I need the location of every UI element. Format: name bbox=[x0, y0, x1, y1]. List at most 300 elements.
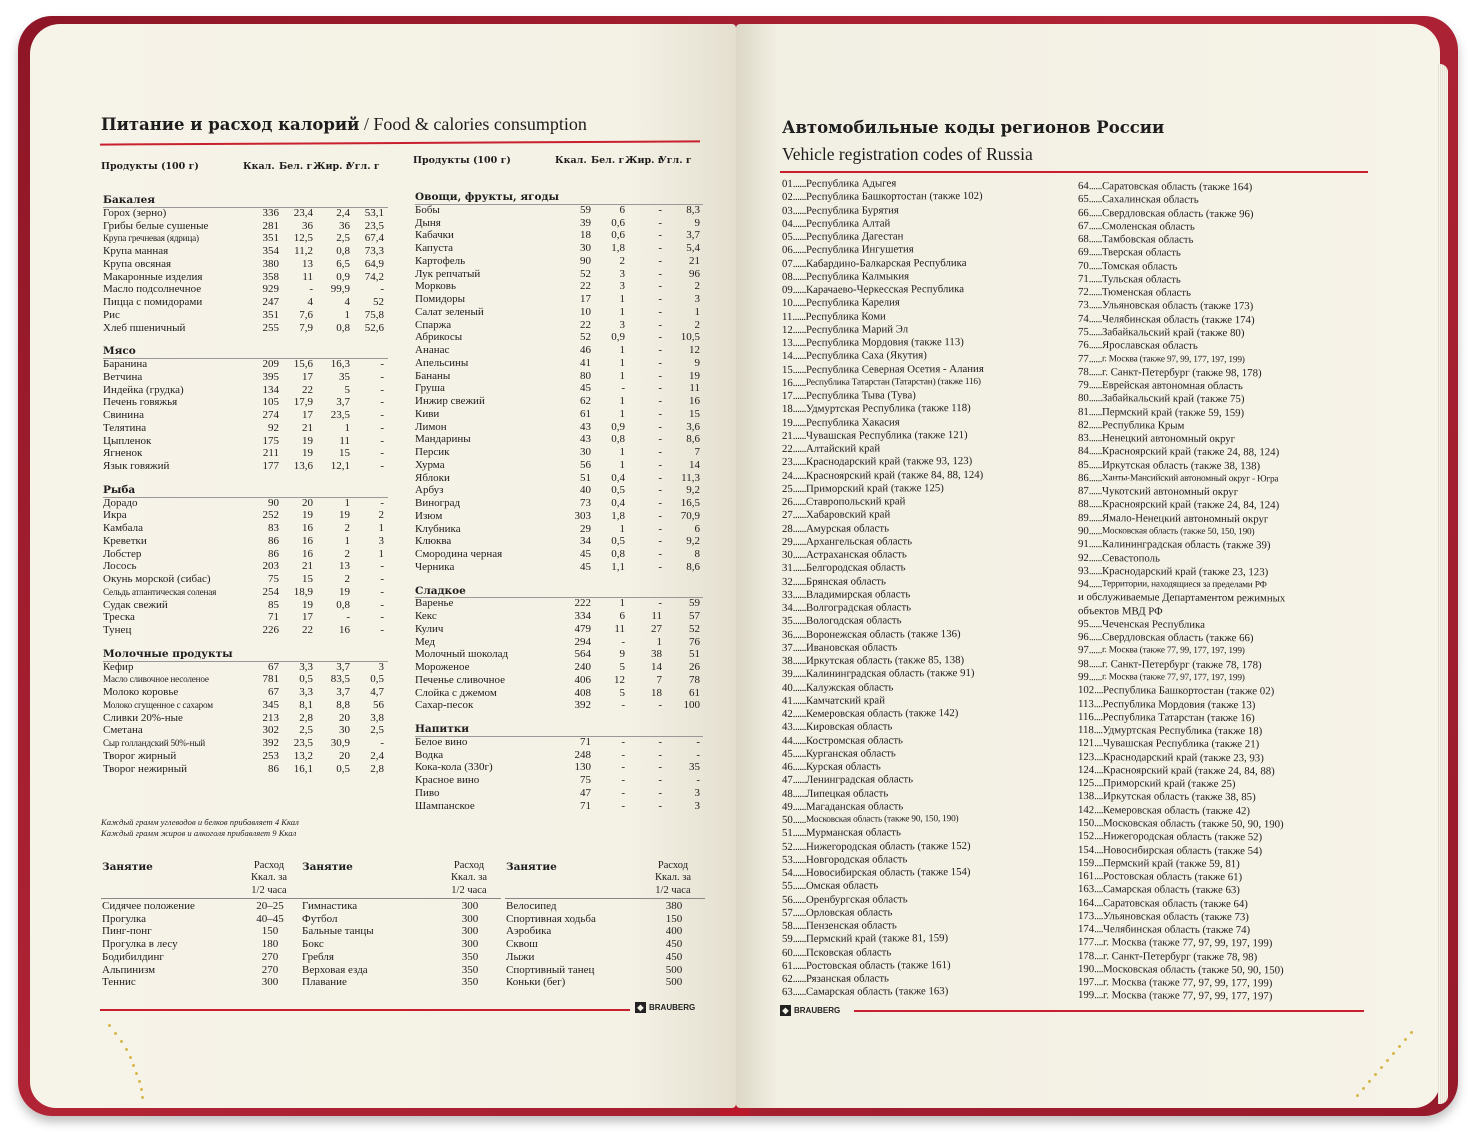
food-value: 1,1 bbox=[611, 560, 625, 573]
activity-row bbox=[302, 913, 500, 926]
leader-dots: ...... bbox=[1088, 657, 1103, 670]
leader-dots: ...... bbox=[792, 972, 807, 985]
leader-dots: .... bbox=[1094, 684, 1104, 697]
activity-kcal: 150 bbox=[665, 912, 683, 925]
food-value: 83,5 bbox=[330, 673, 350, 686]
leader-dots: ...... bbox=[1088, 299, 1103, 312]
leader-dots: ...... bbox=[1088, 445, 1103, 458]
region-code-number: 174 bbox=[1077, 923, 1095, 936]
food-value: - bbox=[380, 370, 384, 383]
col-header-fat: Жир. г bbox=[313, 161, 352, 172]
region-name: Республика Алтай bbox=[805, 217, 891, 230]
food-value: 99,9 bbox=[330, 283, 350, 296]
region-code-number: 102 bbox=[1077, 684, 1095, 697]
leader-dots: ...... bbox=[792, 442, 807, 455]
food-name: Черника bbox=[415, 560, 455, 573]
stitch-dot bbox=[1386, 1059, 1389, 1062]
food-value: 85 bbox=[268, 598, 279, 611]
food-value: - bbox=[621, 786, 625, 799]
region-code-number: 29 bbox=[781, 535, 793, 548]
food-value: 240 bbox=[574, 661, 591, 674]
food-row bbox=[415, 787, 700, 800]
food-value: - bbox=[658, 597, 662, 610]
activity-kcal: 150 bbox=[261, 925, 279, 938]
region-name: Ханты-Мансийский автономный округ - Югра bbox=[1101, 473, 1279, 485]
region-code-number: 24 bbox=[781, 469, 793, 482]
region-code-number: 72 bbox=[1077, 286, 1089, 299]
food-value: 3 bbox=[619, 318, 625, 331]
leader-dots: ...... bbox=[792, 893, 807, 906]
region-code-row bbox=[1078, 658, 1262, 672]
food-value: 71 bbox=[580, 735, 591, 748]
region-name: Московская область (также 50, 90, 150) bbox=[1102, 963, 1284, 977]
region-code-row bbox=[782, 866, 971, 880]
region-code-row bbox=[1078, 353, 1245, 367]
region-name: Архангельская область bbox=[805, 535, 913, 548]
region-name: Республика Татарстан (также 16) bbox=[1102, 710, 1255, 725]
food-value: 18 bbox=[580, 229, 591, 242]
region-name: Республика Тыва (Тува) bbox=[805, 389, 916, 402]
region-code-number: 75 bbox=[1077, 325, 1089, 339]
food-value: - bbox=[621, 748, 625, 761]
region-name: Алтайский край bbox=[805, 442, 881, 455]
leader-dots: ...... bbox=[792, 827, 807, 840]
activity-kcal: 300 bbox=[261, 976, 279, 989]
food-row bbox=[103, 220, 384, 233]
food-value: 0,9 bbox=[611, 420, 625, 433]
food-row bbox=[415, 736, 700, 749]
region-code-number: 82 bbox=[1077, 418, 1089, 431]
region-name: Липецкая область bbox=[805, 786, 889, 800]
food-row bbox=[415, 597, 700, 610]
food-value: - bbox=[380, 573, 384, 586]
region-name: Волгоградская область bbox=[805, 601, 912, 614]
food-name: Слойка с джемом bbox=[415, 686, 497, 699]
region-name: Нижегородская область (также 152) bbox=[805, 839, 971, 853]
food-value: - bbox=[380, 283, 384, 296]
food-value: 406 bbox=[574, 673, 591, 686]
activity-kcal: 300 bbox=[461, 938, 479, 951]
leader-dots: .... bbox=[1094, 963, 1104, 976]
activity-kcal: 270 bbox=[261, 963, 279, 976]
food-value: - bbox=[658, 395, 662, 408]
region-name: Республика Саха (Якутия) bbox=[805, 349, 927, 363]
leader-dots: ...... bbox=[1088, 564, 1103, 577]
region-code-row bbox=[782, 628, 961, 642]
region-code-row bbox=[782, 562, 906, 576]
food-value: 83 bbox=[268, 522, 279, 535]
leader-dots: ...... bbox=[792, 336, 807, 349]
activity-header-cost: Ккал. за bbox=[251, 872, 287, 884]
region-code-row bbox=[1078, 326, 1245, 340]
food-name: Цыпленок bbox=[103, 434, 152, 447]
region-name: Воронежская область (также 136) bbox=[805, 627, 961, 641]
food-value: 19 bbox=[302, 598, 313, 611]
food-row bbox=[103, 258, 384, 271]
food-value: - bbox=[380, 598, 384, 611]
activity-row bbox=[506, 964, 704, 977]
region-code-row bbox=[1078, 698, 1256, 712]
food-value: 4,7 bbox=[370, 686, 384, 699]
leader-dots: ...... bbox=[792, 813, 807, 826]
food-value: - bbox=[621, 699, 625, 712]
col-header-protein: Бел. г bbox=[591, 155, 625, 166]
stitch-dot bbox=[141, 1096, 144, 1099]
activity-kcal: 400 bbox=[665, 925, 683, 938]
region-code-row bbox=[782, 522, 889, 536]
food-value: 56 bbox=[373, 698, 384, 711]
food-value: 1 bbox=[619, 407, 625, 420]
region-code-row bbox=[782, 177, 896, 191]
region-code-row bbox=[782, 509, 890, 523]
food-value: 213 bbox=[262, 711, 279, 724]
food-value: 3 bbox=[619, 280, 625, 293]
leader-dots: ...... bbox=[1088, 432, 1103, 445]
food-name: Пицца с помидорами bbox=[103, 296, 203, 309]
region-code-number: 28 bbox=[781, 522, 793, 535]
region-name: Республика Татарстан (Татарстан) (также 116) bbox=[805, 376, 981, 388]
food-value: 0,6 bbox=[611, 216, 625, 229]
region-name: Республика Дагестан bbox=[805, 230, 904, 243]
food-value: 175 bbox=[262, 434, 279, 447]
region-name: Иркутская область (также 38, 85) bbox=[1102, 790, 1256, 804]
leader-dots: ...... bbox=[792, 482, 807, 495]
food-name: Ветчина bbox=[103, 370, 143, 383]
food-row bbox=[415, 280, 700, 293]
food-value: 52 bbox=[689, 622, 700, 635]
food-value: 7 bbox=[694, 446, 700, 459]
food-value: - bbox=[658, 293, 662, 306]
food-value: 21 bbox=[689, 254, 700, 267]
region-code-row bbox=[782, 946, 891, 960]
food-value: 45 bbox=[580, 382, 591, 395]
food-value: 1 bbox=[619, 344, 625, 357]
food-row bbox=[103, 724, 384, 737]
food-value: - bbox=[658, 407, 662, 420]
food-row bbox=[415, 636, 700, 649]
activity-row bbox=[506, 900, 704, 913]
brand-mark-icon: ◆ bbox=[780, 1005, 791, 1016]
region-name: Саратовская область (также 164) bbox=[1101, 180, 1253, 194]
activity-name: Сидячее положение bbox=[102, 900, 195, 912]
region-name: Республика Калмыкия bbox=[805, 270, 910, 283]
food-value: 392 bbox=[574, 699, 591, 712]
food-value: 354 bbox=[262, 245, 279, 258]
region-code-number: 63 bbox=[781, 986, 793, 999]
leader-dots: ...... bbox=[792, 509, 807, 522]
food-row bbox=[415, 433, 700, 446]
region-code-number: 60 bbox=[781, 946, 793, 959]
region-name: Республика Бурятия bbox=[805, 203, 899, 217]
region-code-row bbox=[1078, 830, 1262, 844]
codes-title-rule bbox=[780, 171, 1368, 173]
region-code-row bbox=[782, 641, 897, 655]
food-name: Язык говяжий bbox=[103, 460, 170, 473]
leader-dots: .... bbox=[1094, 936, 1104, 949]
food-value: 22 bbox=[580, 280, 591, 293]
activity-name: Гребля bbox=[302, 950, 334, 963]
region-name: Хабаровский край bbox=[805, 508, 891, 522]
region-name: Пермский край (также 81, 159) bbox=[805, 932, 949, 946]
food-value: 5,4 bbox=[686, 242, 700, 255]
food-name: Кока-кола (330г) bbox=[415, 761, 493, 774]
activity-row bbox=[506, 913, 704, 926]
region-name: Саратовская область (также 64) bbox=[1102, 896, 1248, 910]
leader-dots: ...... bbox=[792, 363, 807, 376]
food-row bbox=[103, 396, 384, 409]
region-code-row bbox=[782, 376, 981, 390]
food-value: 1 bbox=[344, 496, 350, 509]
region-name: Тверская область bbox=[1101, 246, 1181, 260]
region-name: Чувашская Республика (также 21) bbox=[1102, 737, 1260, 751]
region-code-number: 10 bbox=[781, 297, 793, 310]
food-row bbox=[103, 611, 384, 624]
right-page bbox=[736, 24, 1440, 1108]
leader-dots: ...... bbox=[792, 389, 807, 402]
food-row bbox=[415, 293, 700, 306]
food-name: Мандарины bbox=[415, 433, 471, 446]
region-code-number: 98 bbox=[1077, 657, 1089, 670]
activity-name: Бокс bbox=[302, 938, 324, 951]
region-code-number: 47 bbox=[781, 774, 793, 787]
region-code-row bbox=[782, 681, 894, 695]
food-value: - bbox=[380, 560, 384, 573]
leader-dots: ...... bbox=[1088, 286, 1103, 299]
food-value: - bbox=[309, 283, 313, 296]
leader-dots: ...... bbox=[1088, 379, 1103, 392]
region-code-number: 65 bbox=[1077, 193, 1089, 206]
activity-kcal: 500 bbox=[665, 976, 683, 989]
leader-dots: ...... bbox=[792, 774, 807, 787]
food-value: 35 bbox=[339, 370, 350, 383]
leader-dots: ...... bbox=[792, 628, 807, 641]
activity-rule bbox=[101, 898, 301, 899]
region-code-row bbox=[1078, 538, 1271, 553]
food-row bbox=[415, 229, 700, 242]
leader-dots: .... bbox=[1094, 883, 1104, 896]
region-name: Ульяновская область (также 173) bbox=[1101, 299, 1254, 313]
food-name: Спаржа bbox=[415, 318, 452, 331]
leader-dots: ...... bbox=[792, 323, 807, 336]
region-code-row bbox=[1078, 260, 1177, 274]
region-code-number: 77 bbox=[1077, 352, 1089, 365]
food-value: 67 bbox=[268, 660, 279, 673]
bottom-rule-right bbox=[854, 1010, 1364, 1012]
region-code-row bbox=[1078, 910, 1249, 924]
region-code-row bbox=[1078, 897, 1248, 911]
food-value: 1 bbox=[694, 305, 700, 318]
food-row bbox=[415, 472, 700, 485]
food-value: 51 bbox=[689, 648, 700, 661]
leader-dots: .... bbox=[1094, 817, 1104, 830]
food-value: 22 bbox=[302, 624, 313, 637]
food-name: Апельсины bbox=[415, 356, 469, 369]
food-name: Творог жирный bbox=[103, 749, 177, 762]
region-code-number: 125 bbox=[1077, 777, 1095, 790]
food-name: Окунь морской (сибас) bbox=[103, 573, 211, 586]
food-row bbox=[103, 435, 384, 448]
food-value: 11 bbox=[339, 434, 350, 447]
leader-dots: ...... bbox=[792, 177, 807, 190]
food-value: 8,3 bbox=[686, 203, 700, 216]
region-code-row bbox=[1078, 445, 1279, 460]
region-code-number: 92 bbox=[1077, 551, 1089, 564]
activity-header-cost: Ккал. за bbox=[451, 872, 487, 884]
region-code-row bbox=[782, 244, 914, 258]
food-value: 11 bbox=[651, 610, 662, 623]
activity-name: Альпинизм bbox=[102, 963, 156, 976]
food-row bbox=[103, 232, 384, 245]
region-name: Московская область (также 90, 150, 190) bbox=[805, 814, 959, 825]
food-value: - bbox=[658, 369, 662, 382]
region-code-number: 164 bbox=[1077, 896, 1095, 909]
region-name: Калужская область bbox=[805, 680, 894, 694]
food-name: Бобы bbox=[415, 203, 440, 216]
region-code-number: 64 bbox=[1077, 180, 1089, 193]
food-value: 274 bbox=[262, 409, 279, 422]
category-heading: Напитки bbox=[415, 723, 470, 736]
region-code-number: 06 bbox=[781, 244, 793, 257]
leader-dots: ...... bbox=[1088, 339, 1103, 352]
food-value: 1,8 bbox=[611, 509, 625, 522]
leader-dots: ...... bbox=[792, 588, 807, 601]
food-row bbox=[103, 560, 384, 573]
food-value: 16 bbox=[302, 522, 313, 535]
food-value: 479 bbox=[574, 622, 591, 635]
leader-dots: ...... bbox=[792, 641, 807, 654]
food-value: 52,6 bbox=[364, 321, 384, 334]
stitch-dot bbox=[132, 1064, 135, 1067]
food-value: 17 bbox=[302, 370, 313, 383]
region-code-row bbox=[1078, 273, 1181, 287]
region-code-number: 78 bbox=[1077, 365, 1089, 378]
food-value: 1 bbox=[619, 369, 625, 382]
region-code-row bbox=[782, 535, 912, 549]
region-name: Новгородская область bbox=[805, 853, 908, 866]
food-value: 43 bbox=[580, 433, 591, 446]
activity-name: Прогулка в лесу bbox=[102, 938, 178, 951]
brand-mark-icon: ◆ bbox=[635, 1002, 646, 1013]
food-value: - bbox=[380, 611, 384, 624]
stitch-dot bbox=[1362, 1087, 1365, 1090]
food-value: - bbox=[658, 420, 662, 433]
food-row bbox=[415, 761, 700, 774]
region-name: Республика Северная Осетия - Алания bbox=[805, 362, 984, 376]
food-value: 18 bbox=[651, 686, 662, 699]
region-code-number: 91 bbox=[1077, 538, 1089, 551]
activity-kcal: 450 bbox=[665, 938, 683, 951]
region-code-number: 01 bbox=[781, 177, 793, 190]
food-value: 22 bbox=[580, 318, 591, 331]
region-code-row bbox=[1078, 339, 1198, 353]
food-value: 38 bbox=[651, 648, 662, 661]
page-edges bbox=[1438, 64, 1448, 1104]
food-value: 80 bbox=[580, 369, 591, 382]
region-name: Забайкальский край (также 75) bbox=[1101, 392, 1245, 406]
food-value: 36 bbox=[339, 219, 350, 232]
food-value: 3,7 bbox=[336, 686, 350, 699]
food-name: Персик bbox=[415, 446, 450, 459]
activity-row bbox=[302, 951, 500, 964]
brand-logo-left bbox=[635, 1002, 695, 1013]
food-row bbox=[103, 497, 384, 510]
region-name: Омская область bbox=[805, 879, 879, 893]
food-value: - bbox=[380, 737, 384, 750]
leader-dots: ...... bbox=[1088, 246, 1103, 259]
food-value: - bbox=[380, 434, 384, 447]
region-name: Красноярский край (также 24, 84, 88) bbox=[1102, 764, 1275, 778]
food-row bbox=[103, 283, 384, 296]
food-value: 248 bbox=[574, 748, 591, 761]
food-value: 3 bbox=[694, 786, 700, 799]
region-name: Калининградская область (также 91) bbox=[805, 667, 975, 681]
food-value: - bbox=[696, 735, 700, 748]
region-code-number: 03 bbox=[781, 204, 793, 217]
region-code-number: 97 bbox=[1077, 644, 1089, 657]
food-value: 90 bbox=[580, 254, 591, 267]
food-name: Лобстер bbox=[103, 547, 142, 560]
region-code-number: 84 bbox=[1077, 445, 1089, 458]
food-value: 1 bbox=[344, 421, 350, 434]
activity-row bbox=[102, 900, 300, 913]
region-code-row bbox=[782, 217, 890, 231]
food-name: Бананы bbox=[415, 369, 451, 382]
food-value: 16,1 bbox=[293, 762, 313, 775]
region-code-row bbox=[1078, 883, 1240, 897]
region-code-row bbox=[782, 455, 972, 469]
leader-dots: ...... bbox=[1088, 485, 1103, 498]
food-value: 2,5 bbox=[299, 724, 313, 737]
food-row bbox=[415, 535, 700, 548]
region-code-number: 14 bbox=[781, 350, 793, 363]
food-value: 3 bbox=[378, 534, 384, 547]
food-name: Кабачки bbox=[415, 229, 454, 242]
region-code-row bbox=[782, 257, 967, 271]
region-code-number: 152 bbox=[1077, 830, 1095, 843]
region-code-number: 51 bbox=[781, 827, 793, 840]
food-row bbox=[103, 737, 384, 750]
region-code-number: 118 bbox=[1077, 724, 1094, 737]
region-name: Московская область (также 50, 90, 190) bbox=[1102, 817, 1284, 831]
activity-kcal: 300 bbox=[461, 912, 479, 925]
region-code-row bbox=[782, 893, 908, 907]
food-value: 52 bbox=[373, 296, 384, 309]
food-row bbox=[415, 610, 700, 623]
leader-dots: .... bbox=[1094, 843, 1104, 856]
region-code-row bbox=[1078, 644, 1245, 658]
region-code-row bbox=[782, 667, 975, 681]
food-value: - bbox=[658, 458, 662, 471]
region-code-number: 21 bbox=[781, 429, 793, 442]
food-value: 64,9 bbox=[364, 257, 384, 270]
food-name: Белое вино bbox=[415, 735, 468, 748]
food-value: - bbox=[658, 356, 662, 369]
region-name: Белгородская область bbox=[805, 561, 906, 575]
food-row bbox=[415, 687, 700, 700]
leader-dots: ...... bbox=[792, 707, 807, 720]
region-name: Севастополь bbox=[1101, 551, 1161, 565]
leader-dots: ...... bbox=[792, 747, 807, 760]
food-value: 22 bbox=[302, 383, 313, 396]
food-name: Треска bbox=[103, 611, 135, 624]
food-value: - bbox=[658, 471, 662, 484]
leader-dots: ...... bbox=[792, 257, 807, 270]
food-name: Изюм bbox=[415, 509, 443, 522]
region-code-row bbox=[782, 813, 958, 827]
food-value: 59 bbox=[580, 203, 591, 216]
food-row bbox=[103, 686, 384, 699]
food-row bbox=[415, 497, 700, 510]
